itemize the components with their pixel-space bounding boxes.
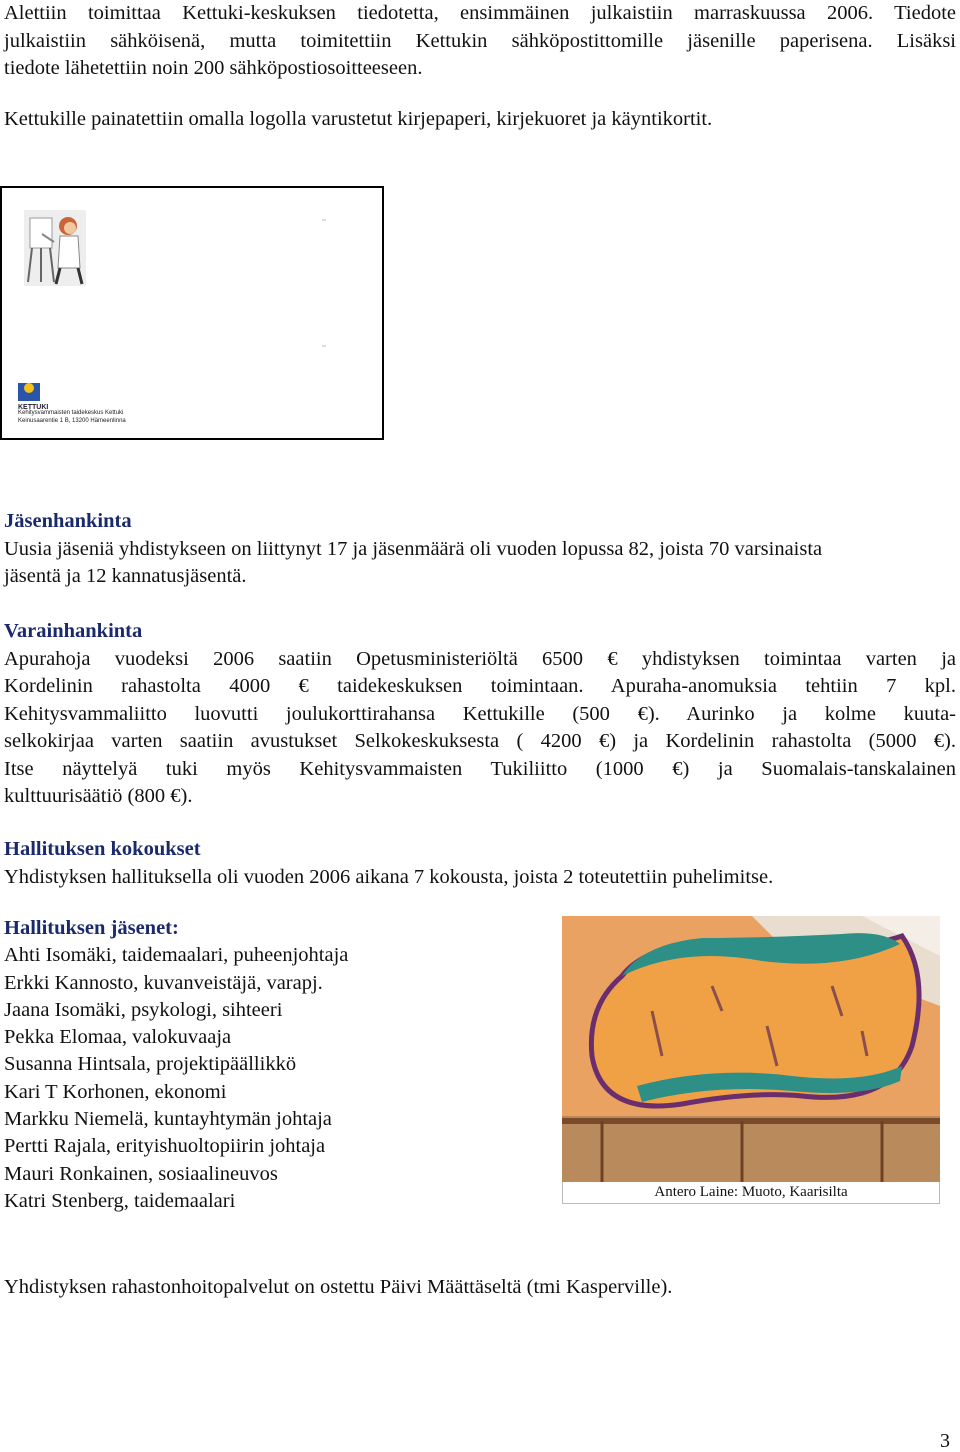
membership-line: Uusia jäseniä yhdistykseen on liittynyt 17 ja jäsenmäärä oli vuoden lopussa 82, joista 70 varsinaista [4, 537, 823, 560]
letterhead-address: Keinusaarentie 1 B, 13200 Hämeenlinna [18, 418, 126, 424]
board-member: Erkki Kannosto, kuvanveistäjä, varapj. [4, 971, 323, 994]
board-member: Jaana Isomäki, psykologi, sihteeri [4, 998, 283, 1021]
funding-line: Kordelinin rahastolta 4000 € taidekeskuksen toimintaan. Apuraha-anomuksia tehtiin 7 kpl. [4, 675, 956, 697]
board-member: Katri Stenberg, taidemaalari [4, 1189, 236, 1212]
svg-text:KETTUKI: KETTUKI [18, 404, 49, 411]
funding-line: selkokirjaa varten saatiin avustukset Selkokeskuksesta ( 4200 €) ja Kordelinin rahastolta (5000 €). [4, 730, 956, 752]
painting-artwork [562, 916, 940, 1182]
treasurer-paragraph: Yhdistyksen rahastonhoitopalvelut on ostettu Päivi Määttäseltä (tmi Kasperville). [4, 1276, 673, 1298]
funding-line: kulttuurisäätiö (800 €). [4, 785, 193, 807]
board-heading: Hallituksen jäsenet: [4, 917, 179, 939]
meetings-heading: Hallituksen kokoukset [4, 838, 201, 860]
painting-image [562, 916, 940, 1182]
page-number: 3 [940, 1430, 950, 1452]
membership-heading: Jäsenhankinta [4, 510, 132, 532]
intro-line: tiedote lähetettiin noin 200 sähköpostiosoitteeseen. [4, 57, 423, 79]
board-member: Pertti Rajala, erityishuoltopiirin johtaja [4, 1135, 326, 1158]
intro-paragraph [4, 0, 956, 83]
board-member: Markku Niemelä, kuntayhtymän johtaja [4, 1108, 332, 1131]
funding-line: Kehitysvammaliitto luovutti joulukorttirahansa Kettukille (500 €). Aurinko ja kolme kuuta- [4, 702, 956, 725]
board-member: Kari T Korhonen, ekonomi [4, 1080, 227, 1103]
board-member: Mauri Ronkainen, sosiaalineuvos [4, 1162, 278, 1185]
meetings-section [4, 836, 956, 891]
meetings-text: Yhdistyksen hallituksella oli vuoden 2006 aikana 7 kokousta, joista 2 toteutettiin puhelimitse. [4, 865, 774, 888]
letterhead-illustration [2, 188, 382, 438]
letterhead-image [0, 186, 384, 440]
funding-section [4, 618, 956, 811]
board-section [4, 915, 544, 1215]
board-member: Pekka Elomaa, valokuvaaja [4, 1026, 232, 1049]
board-member: Ahti Isomäki, taidemaalari, puheenjohtaja [4, 944, 349, 967]
intro-line: Alettiin toimittaa Kettuki-keskuksen tiedotetta, ensimmäinen julkaistiin marraskuussa 2006. Tiedote [4, 2, 956, 24]
painting-caption: Antero Laine: Muoto, Kaarisilta [562, 1182, 940, 1204]
letterhead-org-name: Kehitysvammaisten taidekeskus Kettuki [18, 410, 124, 416]
funding-line: Apurahoja vuodeksi 2006 saatiin Opetusministeriöltä 6500 € yhdistyksen toimintaa varten ja [4, 647, 956, 670]
stationery-paragraph: Kettukille painatettiin omalla logolla varustetut kirjepaperi, kirjekuoret ja käyntikortit. [4, 108, 713, 130]
membership-section [4, 508, 956, 591]
membership-line: jäsentä ja 12 kannatusjäsentä. [4, 565, 247, 587]
funding-heading: Varainhankinta [4, 620, 143, 642]
funding-line: Itse näyttelyä tuki myös Kehitysvammaisten Tukiliitto (1000 €) ja Suomalais-tanskalainen [4, 757, 956, 780]
board-member: Susanna Hintsala, projektipäällikkö [4, 1053, 297, 1076]
intro-line: julkaistiin sähköisenä, mutta toimitettiin Kettukin sähköpostittomille jäsenille paperisena. Lisäksi [4, 29, 956, 52]
